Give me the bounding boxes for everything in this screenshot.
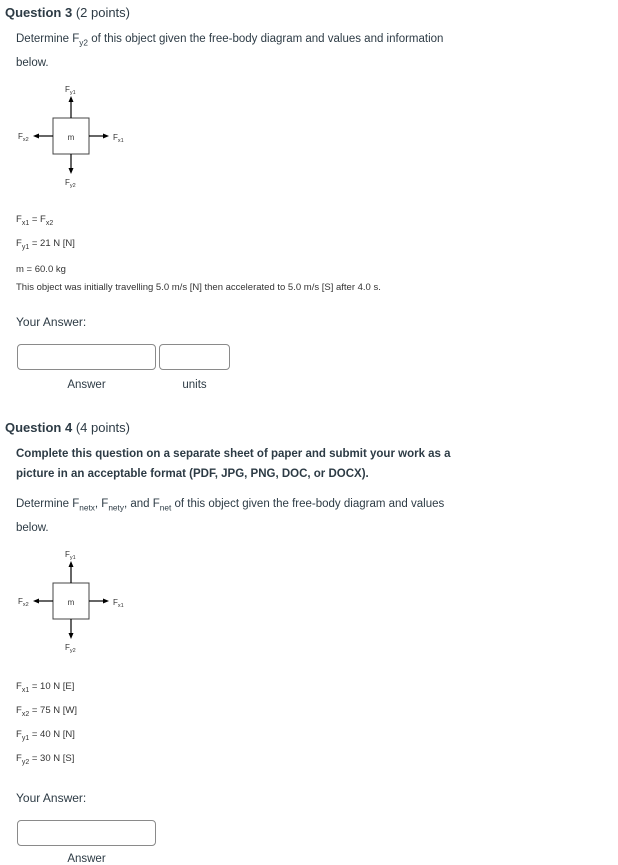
svg-text:Fx2: $F_{x2}$	[18, 597, 29, 608]
prompt-line2: below.	[16, 57, 49, 70]
prompt-subscript: y2	[79, 38, 89, 48]
q4-answer-caption: Answer	[67, 853, 106, 865]
q4-your-answer-label: Your Answer:	[16, 791, 87, 805]
arrow-down-icon	[69, 168, 74, 174]
q3-given-4: This object was initially travelling 5.0 m/s [N] then accelerated to 5.0 m/s [S] after 4.0 s.	[16, 282, 381, 293]
q3-answer-caption: Answer	[67, 379, 106, 391]
arrow-right-icon	[103, 134, 109, 139]
arrow-left-icon	[33, 599, 39, 604]
arrow-up-icon	[69, 561, 74, 567]
q3-given-3: m = 60.0 kg	[16, 264, 66, 275]
instructions-line1: Complete this question on a separate sheet of paper and submit your work as a	[16, 448, 451, 460]
question-4-prompt: Determine $F_{netx}$, $F_{nety}$, and $F_{net}$ of this object given the free-body diagram and values below.	[16, 498, 445, 535]
question-3-title: Question 3	[5, 5, 73, 20]
q4-given-4: $F_{y2} = 30$ N [S]	[16, 753, 75, 766]
q4-given-2: $F_{x2} = 75$ N [W]	[16, 705, 77, 718]
instructions-line2: picture in an acceptable format (PDF, JPG, PNG, DOC, or DOCX).	[16, 468, 369, 480]
q4-given-1: $F_{x1} = 10$ N [E]	[16, 681, 75, 694]
q3-answer-input[interactable]	[17, 344, 156, 370]
q3-units-input[interactable]	[159, 344, 230, 370]
arrow-up-icon	[69, 96, 74, 102]
svg-text:Fy1: $F_{y1}$	[65, 550, 76, 561]
prompt-text: Determine F	[16, 33, 80, 45]
prompt-line2: below.	[16, 522, 49, 535]
mass-label: m	[67, 598, 75, 607]
arrow-down-icon	[69, 633, 74, 639]
q4-given-3: $F_{y1} = 40$ N [N]	[16, 729, 75, 742]
q3-units-caption: units	[182, 379, 207, 391]
svg-text:Fx2: $F_{x2}$	[18, 132, 29, 143]
question-3-points: (2 points)	[75, 5, 131, 20]
arrow-right-icon	[103, 599, 109, 604]
arrow-left-icon	[33, 134, 39, 139]
q3-given-2: $F_{y1} = 21$ N [N]	[16, 238, 75, 251]
mass-label: m	[67, 133, 75, 142]
svg-text:Fx1: $F_{x1}$	[113, 598, 124, 609]
q3-given-1: $F_{x1} = F_{x2}$	[16, 214, 54, 227]
svg-text:Fy2: $F_{y2}$	[65, 643, 76, 654]
q3-your-answer-label: Your Answer:	[16, 315, 87, 329]
q4-answer-input[interactable]	[17, 820, 156, 846]
question-4-instructions	[16, 444, 486, 484]
question-4-points: (4 points)	[75, 420, 131, 435]
prompt-text-cont: of this object given the free-body diagram and values and information	[88, 33, 444, 45]
svg-text:Fy2: $F_{y2}$	[65, 178, 76, 189]
svg-text:Fy1: $F_{y1}$	[65, 85, 76, 96]
question-3-prompt	[16, 29, 496, 73]
question-4-header	[5, 420, 130, 435]
question-4-title: Question 4	[5, 420, 73, 435]
free-body-diagram-q4	[0, 545, 160, 660]
question-3-header	[5, 5, 130, 20]
svg-text:Fx1: $F_{x1}$	[113, 133, 124, 144]
free-body-diagram-q3	[0, 80, 160, 195]
